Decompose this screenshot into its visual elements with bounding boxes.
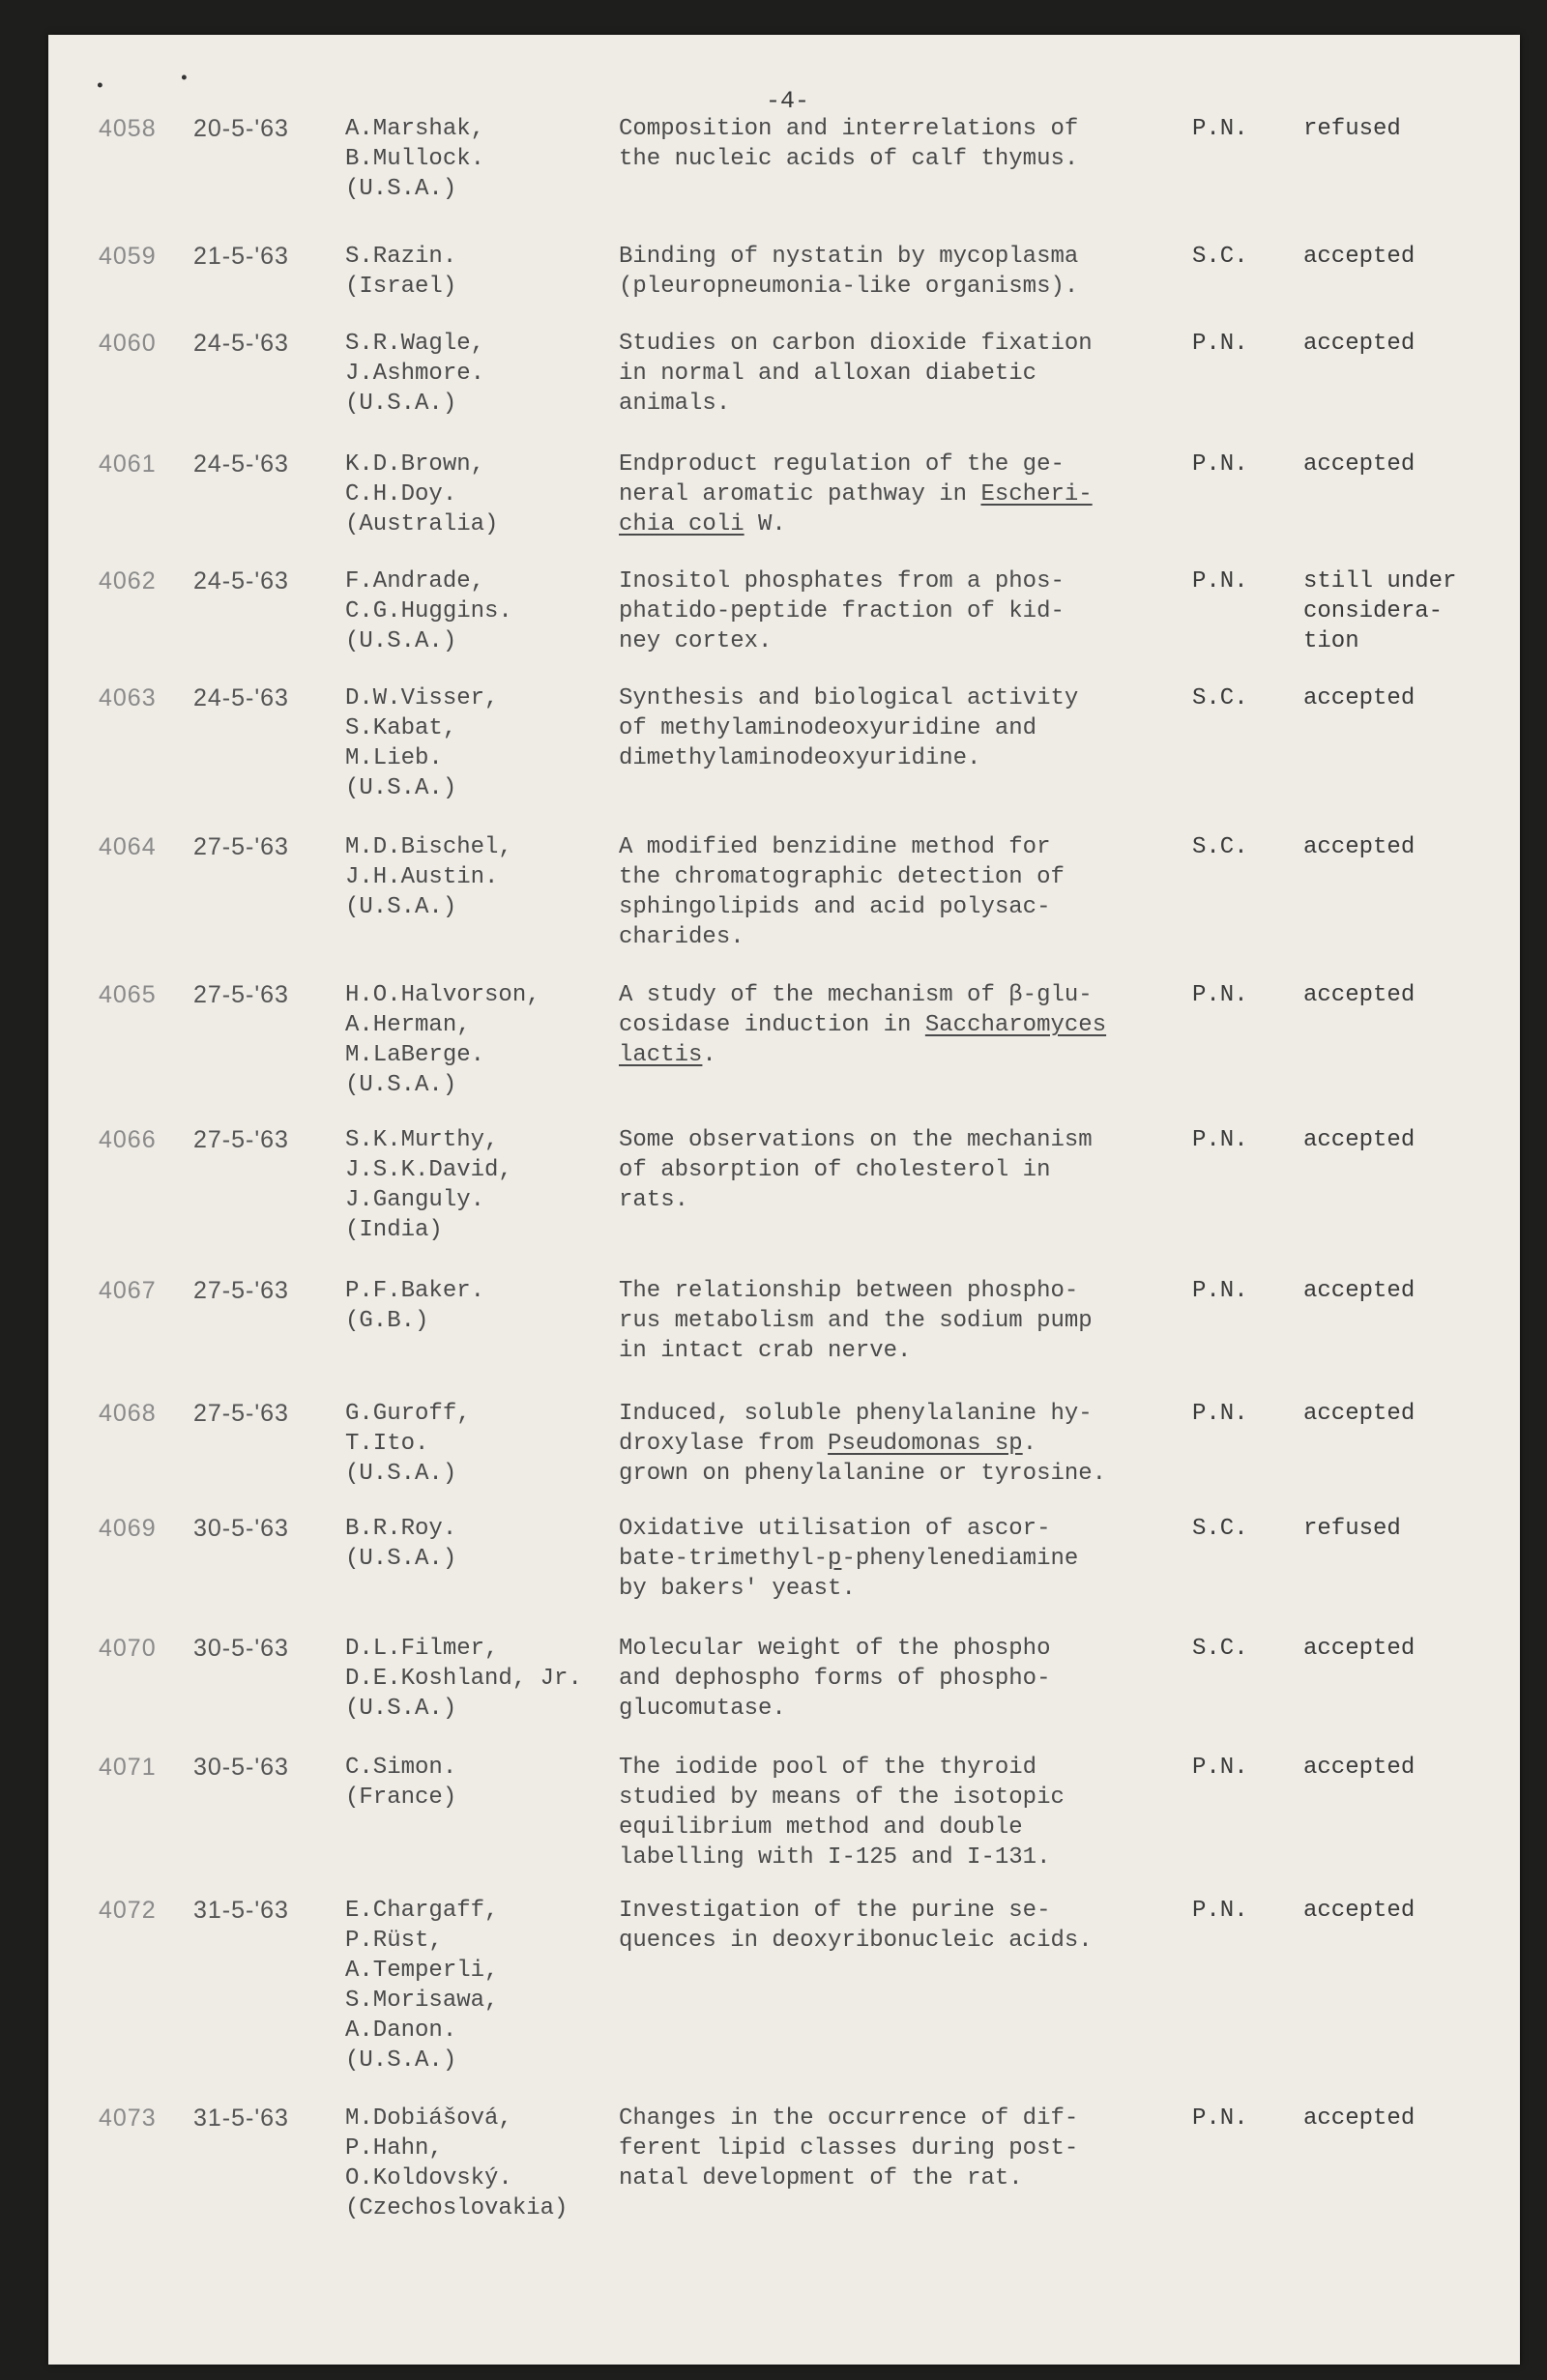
entry-authors-line: A.Danon. <box>345 2017 457 2044</box>
entry-authors <box>345 1514 456 1574</box>
entry-status-line: considera- <box>1303 598 1444 624</box>
entry-status-line: accepted <box>1303 2105 1416 2132</box>
entry-authors-line: O.Koldovský. <box>345 2165 512 2191</box>
entry-status <box>1303 1634 1415 1664</box>
entry-status <box>1303 450 1415 479</box>
entry-status <box>1303 980 1415 1010</box>
entry-authors-line: (U.S.A.) <box>345 1461 457 1487</box>
entry-authors-line: (India) <box>345 1217 443 1243</box>
entry-status <box>1303 832 1415 862</box>
entry-number: 4062 <box>99 567 157 595</box>
entry-title-line: glucomutase. <box>619 1696 786 1722</box>
entry-authors-line: H.O.Halvorson, <box>345 982 540 1008</box>
entry-authors-line: J.Ganguly. <box>345 1187 485 1213</box>
entry-title-line: sphingolipids and acid polysac- <box>619 894 1051 920</box>
entry-authors-line: (U.S.A.) <box>345 628 457 654</box>
entry-status <box>1303 1399 1415 1429</box>
entry-title <box>619 1276 1093 1366</box>
entry-authors-line: (U.S.A.) <box>345 775 457 801</box>
entry-status-line: still under <box>1303 568 1457 595</box>
entry-authors-line: A.Temperli, <box>345 1958 499 1984</box>
entry-authors-line: K.D.Brown, <box>345 451 485 478</box>
entry-status-line: accepted <box>1303 834 1416 860</box>
entry-status <box>1303 114 1401 144</box>
entry-authors <box>345 242 456 302</box>
punch-mark-right: • <box>179 70 190 89</box>
entry-number: 4067 <box>99 1277 157 1304</box>
entry-date: 20-5-'63 <box>193 115 289 142</box>
entry-title-line: phatido-peptide fraction of kid- <box>619 598 1065 624</box>
entry-status <box>1303 1125 1415 1155</box>
entry-status-line: accepted <box>1303 1755 1416 1781</box>
entry-number: 4063 <box>99 684 157 711</box>
entry-date: 31-5-'63 <box>193 1897 289 1924</box>
entry-authors-line: J.H.Austin. <box>345 864 499 890</box>
entry-authors-line: (G.B.) <box>345 1308 429 1334</box>
entry-type: P.N. <box>1192 2105 1248 2132</box>
entry-status-line: accepted <box>1303 1636 1416 1662</box>
entry-title <box>619 1514 1078 1604</box>
entry-title <box>619 1125 1093 1215</box>
entry-title-line: Molecular weight of the phospho <box>619 1636 1051 1662</box>
entry-title <box>619 450 1093 539</box>
entry-title-line: Studies on carbon dioxide fixation <box>619 331 1093 357</box>
entry-date: 27-5-'63 <box>193 981 289 1008</box>
entry-authors-line: D.L.Filmer, <box>345 1636 499 1662</box>
entry-status-line: accepted <box>1303 451 1416 478</box>
entry-title <box>619 832 1065 952</box>
punch-mark-left: • <box>95 77 105 97</box>
entry-status-line: refused <box>1303 116 1401 142</box>
entry-title-line: Binding of nystatin by mycoplasma <box>619 244 1079 270</box>
entry-authors <box>345 1125 512 1245</box>
entry-type: S.C. <box>1192 1636 1248 1662</box>
entry-title <box>619 683 1078 773</box>
entry-title-line: charides. <box>619 924 744 950</box>
entry-status-line: accepted <box>1303 1278 1416 1304</box>
entry-title-line: animals. <box>619 391 731 417</box>
entry-title-line: and dephospho forms of phospho- <box>619 1666 1051 1692</box>
entry-number: 4066 <box>99 1126 157 1153</box>
entry-authors <box>345 450 498 539</box>
entry-title-line: rats. <box>619 1187 689 1213</box>
entry-title-line: lactis. <box>619 1042 716 1068</box>
entry-type: P.N. <box>1192 116 1248 142</box>
entry-authors <box>345 1399 471 1489</box>
entry-title-line: in normal and alloxan diabetic <box>619 361 1037 387</box>
entry-number: 4059 <box>99 243 157 270</box>
entry-authors <box>345 1276 484 1336</box>
entry-type: P.N. <box>1192 1278 1248 1304</box>
entry-authors-line: S.Razin. <box>345 244 457 270</box>
entry-authors-line: M.LaBerge. <box>345 1042 485 1068</box>
entry-title-line: quences in deoxyribonucleic acids. <box>619 1928 1093 1954</box>
entry-date: 27-5-'63 <box>193 833 289 860</box>
entry-authors-line: F.Andrade, <box>345 568 485 595</box>
entry-authors-line: C.G.Huggins. <box>345 598 512 624</box>
entry-authors <box>345 1896 498 2075</box>
entry-number: 4058 <box>99 115 157 142</box>
entry-title-line: dimethylaminodeoxyuridine. <box>619 745 981 771</box>
entry-date: 21-5-'63 <box>193 243 289 270</box>
entry-authors-line: (Israel) <box>345 274 457 300</box>
entry-number: 4068 <box>99 1400 157 1427</box>
entry-status <box>1303 1896 1415 1926</box>
entry-status <box>1303 1276 1415 1306</box>
entry-status <box>1303 1514 1401 1544</box>
entry-authors <box>345 1634 582 1724</box>
entry-type: S.C. <box>1192 685 1248 711</box>
entry-title-line: Synthesis and biological activity <box>619 685 1079 711</box>
entry-title-line: (pleuropneumonia-like organisms). <box>619 274 1079 300</box>
entry-date: 31-5-'63 <box>193 2104 289 2132</box>
entry-status <box>1303 329 1415 359</box>
entry-authors-line: J.Ashmore. <box>345 361 485 387</box>
entry-authors-line: P.F.Baker. <box>345 1278 485 1304</box>
entry-date: 27-5-'63 <box>193 1400 289 1427</box>
entry-authors-line: (U.S.A.) <box>345 1546 457 1572</box>
entry-type: P.N. <box>1192 1401 1248 1427</box>
entry-title-line: in intact crab nerve. <box>619 1338 912 1364</box>
entry-authors <box>345 980 540 1100</box>
entry-title-line: studied by means of the isotopic <box>619 1785 1065 1811</box>
entry-status-line: accepted <box>1303 244 1416 270</box>
entry-number: 4071 <box>99 1754 157 1781</box>
entry-title-line: ferent lipid classes during post- <box>619 2135 1079 2162</box>
entry-date: 24-5-'63 <box>193 450 289 478</box>
entry-title-line: Investigation of the purine se- <box>619 1898 1051 1924</box>
entry-number: 4070 <box>99 1635 157 1662</box>
entry-title-line: Composition and interrelations of <box>619 116 1079 142</box>
entry-title <box>619 114 1078 174</box>
entry-number: 4072 <box>99 1897 157 1924</box>
entry-title-line: rus metabolism and the sodium pump <box>619 1308 1093 1334</box>
entry-title-line: the nucleic acids of calf thymus. <box>619 146 1079 172</box>
entry-title-line: ney cortex. <box>619 628 773 654</box>
entry-status <box>1303 683 1415 713</box>
entry-title-line: Some observations on the mechanism <box>619 1127 1093 1153</box>
entry-type: S.C. <box>1192 834 1248 860</box>
entry-title-line: droxylase from Pseudomonas sp. <box>619 1431 1037 1457</box>
entry-authors-line: D.E.Koshland, Jr. <box>345 1666 582 1692</box>
entry-status-line: refused <box>1303 1516 1401 1542</box>
document-page <box>48 35 1520 2365</box>
entry-date: 30-5-'63 <box>193 1635 289 1662</box>
entry-authors-line: A.Marshak, <box>345 116 485 142</box>
entry-number: 4065 <box>99 981 157 1008</box>
entry-title-line: bate-trimethyl-p-phenylenediamine <box>619 1546 1079 1572</box>
entry-type: P.N. <box>1192 1755 1248 1781</box>
entry-authors-line: C.H.Doy. <box>345 481 457 508</box>
entry-authors-line: B.Mullock. <box>345 146 485 172</box>
entry-type: P.N. <box>1192 1127 1248 1153</box>
entry-status-line: accepted <box>1303 1401 1416 1427</box>
entry-title <box>619 566 1065 656</box>
entry-date: 27-5-'63 <box>193 1126 289 1153</box>
entry-authors <box>345 1753 456 1813</box>
entry-authors-line: P.Rüst, <box>345 1928 443 1954</box>
entry-authors-line: S.K.Murthy, <box>345 1127 499 1153</box>
entry-authors-line: (Czechoslovakia) <box>345 2195 569 2221</box>
entry-title <box>619 1634 1050 1724</box>
entry-title-line: of absorption of cholesterol in <box>619 1157 1051 1183</box>
entry-title <box>619 2104 1078 2193</box>
entry-status-line: tion <box>1303 628 1359 654</box>
entry-authors-line: (U.S.A.) <box>345 2047 457 2074</box>
entry-status-line: accepted <box>1303 1127 1416 1153</box>
entry-title-line: A study of the mechanism of β-glu- <box>619 982 1093 1008</box>
entry-authors <box>345 329 484 419</box>
entry-title-line: Inositol phosphates from a phos- <box>619 568 1065 595</box>
entry-title <box>619 1753 1065 1872</box>
entry-authors <box>345 832 512 922</box>
entry-authors <box>345 683 498 803</box>
entry-number: 4061 <box>99 450 157 478</box>
entry-authors-line: B.R.Roy. <box>345 1516 457 1542</box>
entry-date: 24-5-'63 <box>193 330 289 357</box>
entry-authors <box>345 566 512 656</box>
entry-title-line: equilibrium method and double <box>619 1814 1023 1841</box>
entry-title-line: grown on phenylalanine or tyrosine. <box>619 1461 1107 1487</box>
entry-status-line: accepted <box>1303 685 1416 711</box>
entry-authors-line: (U.S.A.) <box>345 894 457 920</box>
entry-authors-line: (U.S.A.) <box>345 176 457 202</box>
entry-type: P.N. <box>1192 451 1248 478</box>
entry-type: P.N. <box>1192 1898 1248 1924</box>
entry-title-line: Changes in the occurrence of dif- <box>619 2105 1079 2132</box>
entry-type: P.N. <box>1192 982 1248 1008</box>
entry-title-line: of methylaminodeoxyuridine and <box>619 715 1037 741</box>
entry-authors-line: (U.S.A.) <box>345 391 457 417</box>
entry-status-line: accepted <box>1303 331 1416 357</box>
entry-authors <box>345 114 484 204</box>
entry-title-line: neral aromatic pathway in Escheri- <box>619 481 1093 508</box>
entry-date: 30-5-'63 <box>193 1515 289 1542</box>
entry-authors-line: M.Lieb. <box>345 745 443 771</box>
entry-date: 24-5-'63 <box>193 567 289 595</box>
entry-authors-line: E.Chargaff, <box>345 1898 499 1924</box>
entry-authors-line: P.Hahn, <box>345 2135 443 2162</box>
entry-authors-line: T.Ito. <box>345 1431 429 1457</box>
entry-title <box>619 980 1106 1070</box>
entry-title <box>619 1399 1106 1489</box>
entry-title-line: The iodide pool of the thyroid <box>619 1755 1037 1781</box>
entry-type: S.C. <box>1192 1516 1248 1542</box>
entry-title-line: Induced, soluble phenylalanine hy- <box>619 1401 1093 1427</box>
entry-title-line: The relationship between phospho- <box>619 1278 1079 1304</box>
entry-authors-line: (U.S.A.) <box>345 1696 457 1722</box>
entry-date: 27-5-'63 <box>193 1277 289 1304</box>
entry-authors-line: C.Simon. <box>345 1755 457 1781</box>
page-number: -4- <box>766 87 810 115</box>
entry-authors-line: M.D.Bischel, <box>345 834 512 860</box>
entry-title-line: by bakers' yeast. <box>619 1576 856 1602</box>
entry-authors-line: G.Guroff, <box>345 1401 471 1427</box>
entry-title-line: chia coli W. <box>619 511 786 537</box>
entry-authors-line: M.Dobiášová, <box>345 2105 512 2132</box>
entry-authors-line: S.R.Wagle, <box>345 331 485 357</box>
entry-status-line: accepted <box>1303 1898 1416 1924</box>
entry-title-line: Endproduct regulation of the ge- <box>619 451 1065 478</box>
entry-title-line: cosidase induction in Saccharomyces <box>619 1012 1107 1038</box>
entry-number: 4073 <box>99 2104 157 2132</box>
entry-number: 4060 <box>99 330 157 357</box>
entry-status-line: accepted <box>1303 982 1416 1008</box>
entry-date: 24-5-'63 <box>193 684 289 711</box>
entry-status <box>1303 566 1456 656</box>
entry-authors-line: D.W.Visser, <box>345 685 499 711</box>
entry-authors-line: (France) <box>345 1785 457 1811</box>
entry-title-line: natal development of the rat. <box>619 2165 1023 2191</box>
entry-status <box>1303 1753 1415 1783</box>
entry-type: P.N. <box>1192 568 1248 595</box>
entry-title <box>619 1896 1093 1956</box>
entry-authors-line: A.Herman, <box>345 1012 471 1038</box>
entry-date: 30-5-'63 <box>193 1754 289 1781</box>
entry-status <box>1303 2104 1415 2133</box>
entry-authors-line: S.Morisawa, <box>345 1988 499 2014</box>
entry-authors-line: (Australia) <box>345 511 499 537</box>
entry-authors <box>345 2104 568 2223</box>
entry-title <box>619 242 1078 302</box>
entry-title-line: the chromatographic detection of <box>619 864 1065 890</box>
entry-title <box>619 329 1093 419</box>
entry-type: S.C. <box>1192 244 1248 270</box>
entry-number: 4069 <box>99 1515 157 1542</box>
entry-status <box>1303 242 1415 272</box>
entry-authors-line: J.S.K.David, <box>345 1157 512 1183</box>
entry-authors-line: (U.S.A.) <box>345 1072 457 1098</box>
entry-authors-line: S.Kabat, <box>345 715 457 741</box>
entry-title-line: Oxidative utilisation of ascor- <box>619 1516 1051 1542</box>
entry-type: P.N. <box>1192 331 1248 357</box>
entry-title-line: labelling with I-125 and I-131. <box>619 1844 1051 1871</box>
entry-number: 4064 <box>99 833 157 860</box>
entry-title-line: A modified benzidine method for <box>619 834 1051 860</box>
